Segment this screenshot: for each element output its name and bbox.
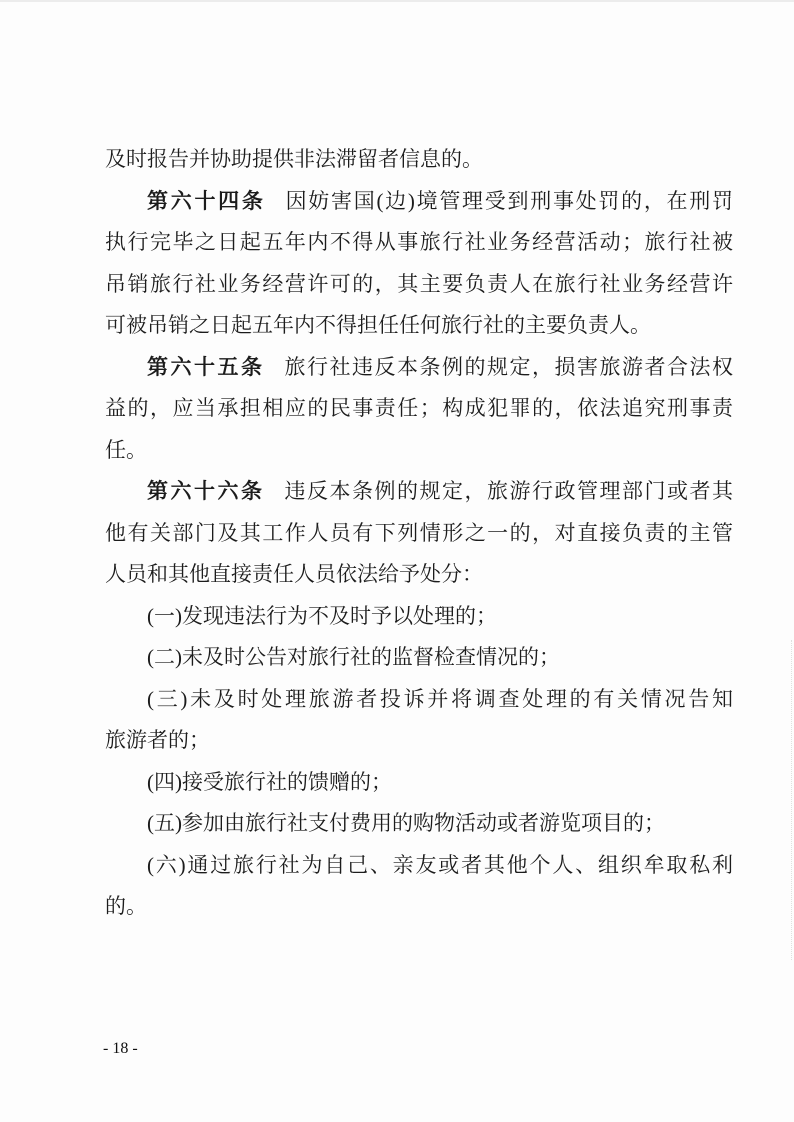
list-item-2	[105, 637, 733, 679]
text-line: 及时报告并协助提供非法滞留者信息的。	[105, 147, 483, 171]
list-item-3	[105, 679, 733, 762]
article-number: 第六十六条	[147, 479, 265, 503]
list-item-5	[105, 803, 733, 845]
text-line: (五)参加由旅行社支付费用的购物活动或者游览项目的；	[147, 811, 665, 835]
line-text: 违反本条例的规定，旅游行政管理部门或者其	[284, 479, 733, 503]
paragraph-article-64	[105, 181, 733, 347]
paragraph-carryover	[105, 139, 733, 181]
text-line: 人员和其他直接责任人员依法给予处分：	[105, 562, 483, 586]
list-item-1	[105, 596, 733, 638]
text-line: (一)发现违法行为不及时予以处理的；	[147, 603, 497, 628]
text-line: 的。	[105, 894, 147, 918]
line-text: 旅行社违反本条例的规定，损害旅游者合法权	[284, 354, 733, 379]
text-line	[105, 471, 733, 513]
text-line: 益的，应当承担相应的民事责任；构成犯罪的，依法追究刑事责	[105, 396, 733, 420]
text-line: 任。	[105, 437, 147, 462]
text-line	[105, 181, 733, 223]
article-number: 第六十五条	[147, 354, 265, 379]
scan-right-edge-artifact	[791, 640, 792, 960]
paragraph-article-65	[105, 347, 733, 472]
text-line: (二)未及时公告对旅行社的监督检查情况的；	[147, 645, 560, 669]
list-item-4	[105, 762, 733, 804]
text-line: (四)接受旅行社的馈赠的；	[147, 769, 392, 794]
text-line: 吊销旅行社业务经营许可的，其主要负责人在旅行社业务经营许	[105, 271, 733, 296]
text-line: 可被吊销之日起五年内不得担任任何旅行社的主要负责人。	[105, 313, 651, 337]
text-line: (六)通过旅行社为自己、亲友或者其他个人、组织牟取私利	[147, 852, 733, 877]
article-number: 第六十四条	[147, 188, 266, 213]
paragraph-article-66	[105, 471, 733, 596]
text-line: 他有关部门及其工作人员有下列情形之一的，对直接负责的主管	[105, 520, 733, 545]
document-body	[105, 0, 733, 928]
page-number: - 18 -	[103, 1040, 138, 1057]
text-line: 执行完毕之日起五年内不得从事旅行社业务经营活动；旅行社被	[105, 230, 733, 254]
line-text: 因妨害国(边)境管理受到刑事处罚的，在刑罚	[285, 188, 733, 213]
list-item-6	[105, 845, 733, 928]
text-line	[105, 347, 733, 389]
text-line: 旅游者的；	[105, 728, 210, 752]
text-line: (三)未及时处理旅游者投诉并将调查处理的有关情况告知	[147, 686, 733, 711]
